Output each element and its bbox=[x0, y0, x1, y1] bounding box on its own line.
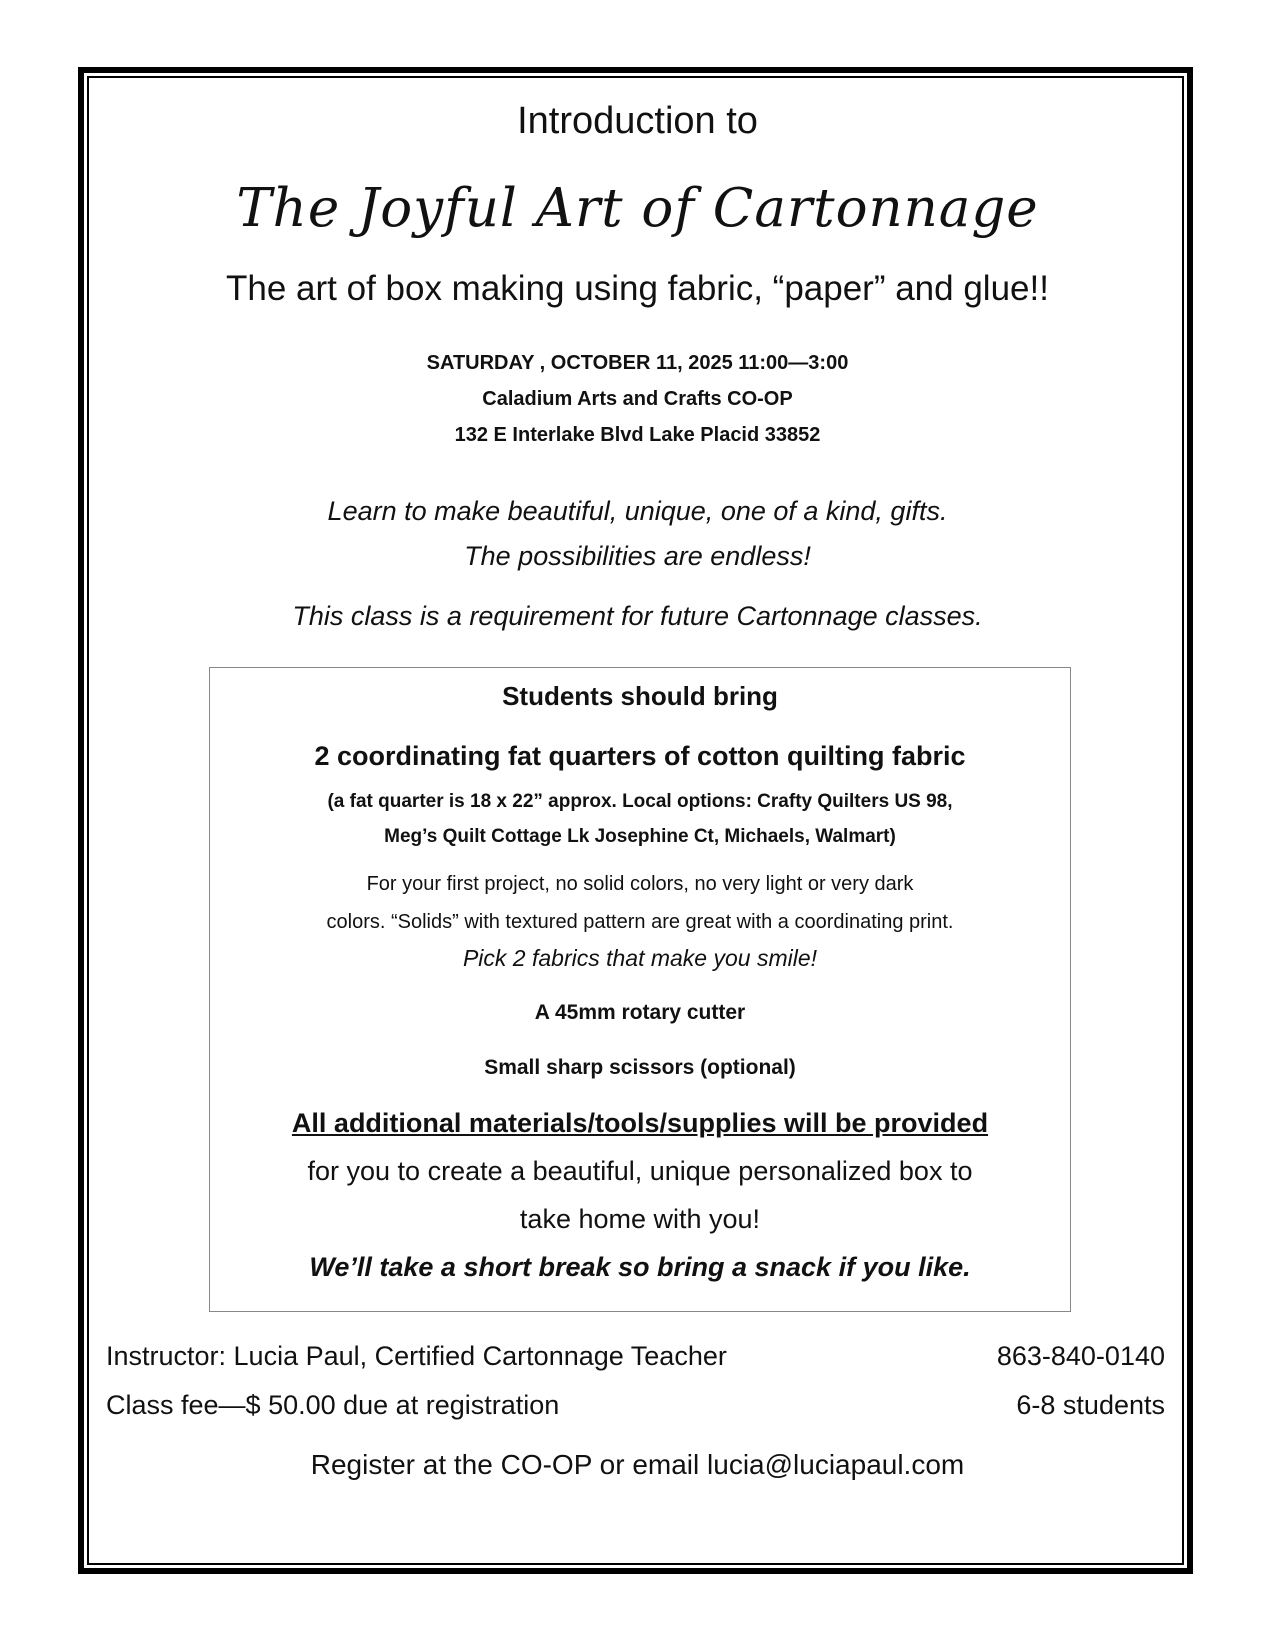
fabric-note-line-2: Meg’s Quilt Cottage Lk Josephine Ct, Michaels, Walmart) bbox=[384, 826, 896, 847]
event-venue: Caladium Arts and Crafts CO-OP bbox=[482, 388, 793, 410]
registration-info: Register at the CO-OP or email lucia@luciapaul.com bbox=[310, 1449, 965, 1480]
materials-provided-line-2: take home with you! bbox=[519, 1204, 761, 1234]
tagline-requirement: This class is a requirement for future Cartonnage classes. bbox=[292, 601, 983, 631]
materials-provided-line-1: for you to create a beautiful, unique personalized box to bbox=[307, 1156, 973, 1186]
snack-note: We’ll take a short break so bring a snack if you like. bbox=[309, 1252, 971, 1282]
tagline-learn: Learn to make beautiful, unique, one of a kind, gifts. bbox=[327, 496, 948, 526]
tool-rotary-cutter: A 45mm rotary cutter bbox=[534, 1001, 746, 1024]
tagline-possibilities: The possibilities are endless! bbox=[464, 541, 811, 571]
fabric-guidance-line-1: For your first project, no solid colors, no very light or very dark bbox=[366, 873, 914, 895]
page-title: The Joyful Art of Cartonnage bbox=[236, 178, 1039, 239]
event-address: 132 E Interlake Blvd Lake Placid 33852 bbox=[454, 424, 821, 446]
fabric-requirement: 2 coordinating fat quarters of cotton quilting fabric bbox=[314, 741, 966, 771]
fabric-smile-note: Pick 2 fabrics that make you smile! bbox=[462, 945, 818, 971]
class-fee: Class fee—$ 50.00 due at registration bbox=[106, 1390, 560, 1420]
contact-phone: 863-840-0140 bbox=[996, 1341, 1165, 1371]
tool-scissors: Small sharp scissors (optional) bbox=[484, 1056, 796, 1079]
event-date-time: SATURDAY , OCTOBER 11, 2025 11:00—3:00 bbox=[426, 352, 849, 374]
fabric-guidance-line-2: colors. “Solids” with textured pattern are great with a coordinating print. bbox=[326, 911, 954, 933]
class-capacity: 6-8 students bbox=[1016, 1390, 1165, 1420]
intro-heading: Introduction to bbox=[517, 100, 758, 142]
fabric-note-line-1: (a fat quarter is 18 x 22” approx. Local options: Crafty Quilters US 98, bbox=[327, 791, 953, 812]
supplies-heading: Students should bring bbox=[502, 681, 778, 711]
instructor-info: Instructor: Lucia Paul, Certified Cartonnage Teacher bbox=[106, 1341, 727, 1371]
subtitle: The art of box making using fabric, “paper” and glue!! bbox=[226, 269, 1049, 308]
materials-provided-heading: All additional materials/tools/supplies will be provided bbox=[291, 1108, 989, 1138]
